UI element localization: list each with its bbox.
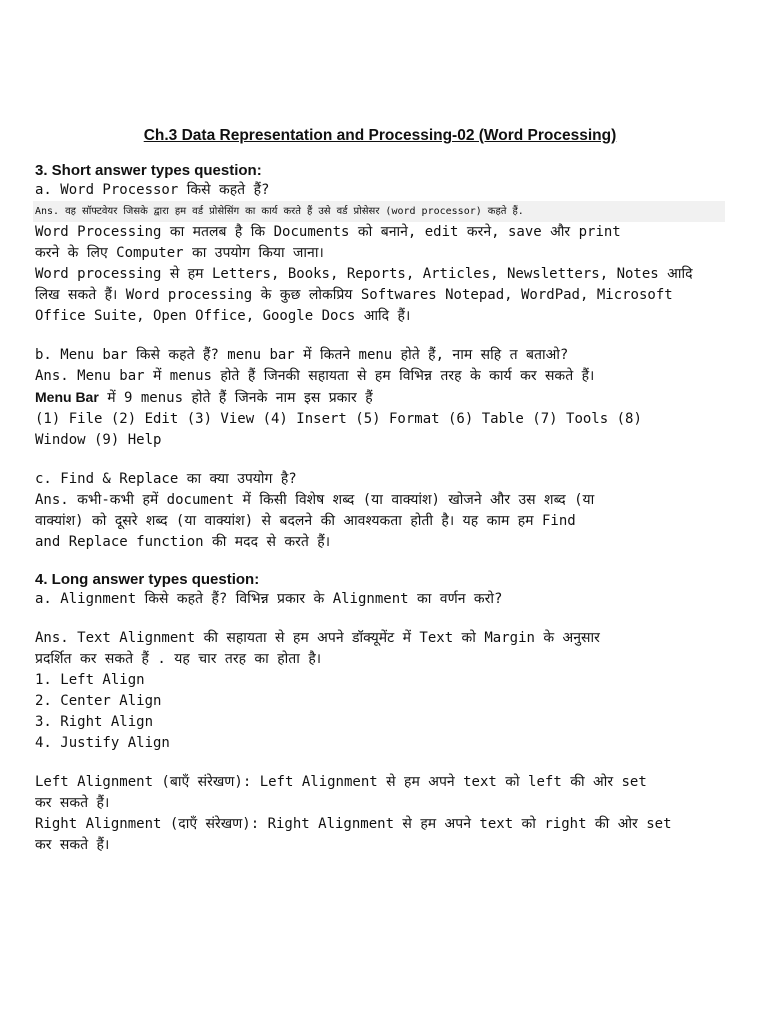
- answer-a: Ans. वह सॉफ्टवेयर जिसके द्वारा हम वर्ड प्रोसेसिंग का कार्य करते हैं उसे वर्ड प्रोसेसर (word processor) कहते हैं.: [33, 201, 725, 222]
- page-title: Ch.3 Data Representation and Processing-02 (Word Processing): [143, 127, 617, 144]
- left-alignment-line-2: कर सकते हैं।: [35, 795, 110, 811]
- question-a: a. Word Processor किसे कहते हैं?: [35, 182, 270, 198]
- right-alignment-line-1: Right Alignment (दाएँ संरेखण): Right Alignment से हम अपने text को right की ओर set: [35, 816, 672, 832]
- long-answer-line-2: प्रदर्शित कर सकते हैं . यह चार तरह का होता है।: [35, 651, 322, 667]
- answer-c-line-1: Ans. कभी-कभी हमें document में किसी विशेष शब्द (या वाक्यांश) खोजने और उस शब्द (या: [35, 492, 595, 508]
- answer-c-line-2: वाक्यांश) को दूसरे शब्द (या वाक्यांश) से बदलने की आवश्यकता होती है। यह काम हम Find: [35, 513, 576, 529]
- menu-bar-label: Menu Bar: [35, 389, 99, 405]
- answer-a-line-3: Word processing से हम Letters, Books, Reports, Articles, Newsletters, Notes आदि: [35, 266, 693, 282]
- answer-a-line-5: Office Suite, Open Office, Google Docs आदि हैं।: [35, 308, 411, 324]
- menus-line-1: (1) File (2) Edit (3) View (4) Insert (5) Format (6) Table (7) Tools (8): [35, 411, 642, 427]
- answer-a-line-2: करने के लिए Computer का उपयोग किया जाना।: [35, 245, 324, 261]
- answer-c-line-3: and Replace function की मदद से करते हैं।: [35, 534, 330, 550]
- menu-bar-rest: में 9 menus होते हैं जिनके नाम इस प्रकार हैं: [98, 390, 373, 406]
- long-answer-line-1: Ans. Text Alignment की सहायता से हम अपने डॉक्यूमेंट में Text को Margin के अनुसार: [35, 630, 600, 646]
- document-page: [35, 126, 725, 856]
- alignment-list-item-3: 3. Right Align: [35, 714, 154, 730]
- alignment-list-item-2: 2. Center Align: [35, 693, 162, 709]
- menus-line-2: Window (9) Help: [35, 432, 162, 448]
- answer-a-line-4: लिख सकते हैं। Word processing के कुछ लोकप्रिय Softwares Notepad, WordPad, Microsoft: [35, 287, 673, 303]
- answer-b: Ans. Menu bar में menus होते हैं जिनकी सहायता से हम विभिन्न तरह के कार्य कर सकते हैं।: [35, 368, 595, 384]
- long-question-a: a. Alignment किसे कहते हैं? विभिन्न प्रकार के Alignment का वर्णन करो?: [35, 591, 503, 607]
- answer-a-line-1: Word Processing का मतलब है कि Documents को बनाने, edit करने, save और print: [35, 224, 621, 240]
- question-c: c. Find & Replace का क्या उपयोग है?: [35, 471, 297, 487]
- alignment-list-item-1: 1. Left Align: [35, 672, 145, 688]
- right-alignment-line-2: कर सकते हैं।: [35, 837, 110, 853]
- alignment-list-item-4: 4. Justify Align: [35, 735, 170, 751]
- left-alignment-line-1: Left Alignment (बाएँ संरेखण): Left Alignment से हम अपने text को left की ओर set: [35, 774, 647, 790]
- menu-bar-line: [35, 387, 725, 409]
- long-answer-heading: 4. Long answer types question:: [35, 571, 260, 588]
- short-answer-heading: 3. Short answer types question:: [35, 162, 262, 179]
- question-b: b. Menu bar किसे कहते हैं? menu bar में कितने menu होते हैं, नाम सहि त बताओ?: [35, 347, 569, 363]
